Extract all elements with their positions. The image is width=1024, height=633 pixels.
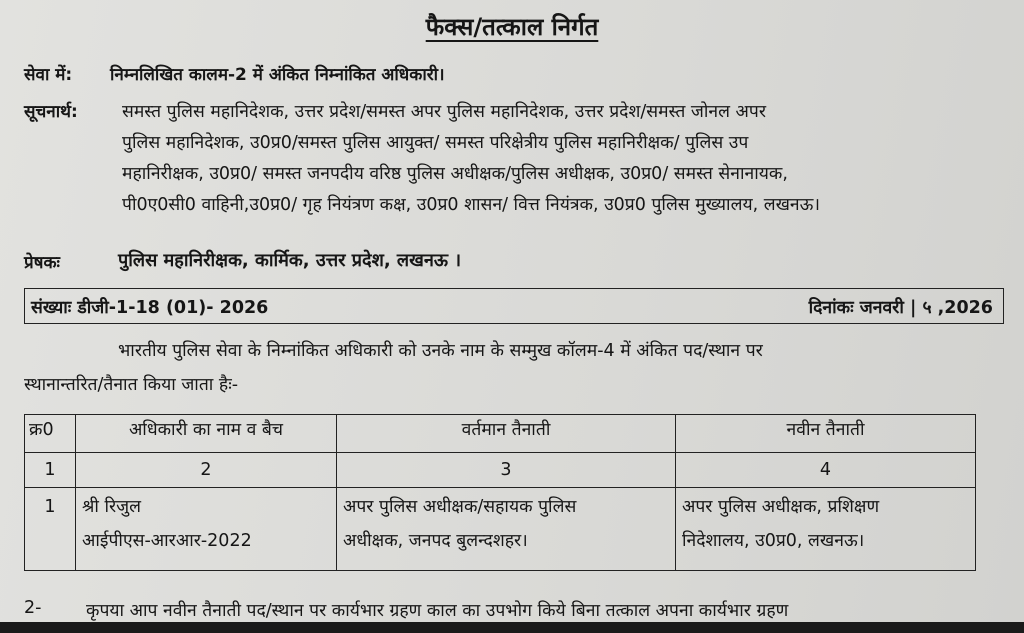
suchanarth-line: समस्त पुलिस महानिदेशक, उत्तर प्रदेश/समस्त अपर पुलिस महानिदेशक, उत्तर प्रदेश/समस्त जोनल अपर [122,102,767,122]
seva-text: निम्नलिखित कालम-2 में अंकित निम्नांकित अधिकारी। [110,65,445,85]
suchanarth-label: सूचनार्थ: [24,102,78,122]
column-number: 1 [25,453,76,488]
reference-number: संख्याः डीजी-1-18 (01)- 2026 [31,298,269,318]
reference-box [24,288,1004,324]
row-current-posting [337,488,676,571]
header-sno: क्र0 [25,415,76,453]
header-new-posting: नवीन तैनाती [676,415,976,453]
column-number: 2 [76,453,337,488]
new-posting-line: निदेशालय, उ0प्र0, लखनऊ। [682,531,865,551]
column-number-row [25,453,976,488]
officer-name: श्री रिजुल [82,497,142,517]
suchanarth-line: महानिरीक्षक, उ0प्र0/ समस्त जनपदीय वरिष्ठ पुलिस अधीक्षक/पुलिस अधीक्षक, उ0प्र0/ समस्त सेनानायक, [122,164,788,184]
header-current-posting: वर्तमान तैनाती [337,415,676,453]
row-new-posting [676,488,976,571]
row-sno: 1 [25,488,76,571]
para2-number: 2- [24,598,42,618]
column-number: 3 [337,453,676,488]
column-number: 4 [676,453,976,488]
officer-batch: आईपीएस-आरआर-2022 [82,531,252,551]
header-name: अधिकारी का नाम व बैच [76,415,337,453]
suchanarth-line: पी0ए0सी0 वाहिनी,उ0प्र0/ गृह नियंत्रण कक्ष, उ0प्र0 शासन/ वित्त नियंत्रक, उ0प्र0 पुलिस मुख्यालय, लखनऊ। [122,195,820,215]
body-line: स्थानान्तरित/तैनात किया जाता हैः- [24,375,239,395]
current-posting-line: अपर पुलिस अधीक्षक/सहायक पुलिस [343,497,577,517]
current-posting-line: अधीक्षक, जनपद बुलन्दशहर। [343,531,528,551]
scan-bottom-edge [0,622,1024,633]
body-line: भारतीय पुलिस सेवा के निम्नांकित अधिकारी को उनके नाम के सम्मुख कॉलम-4 में अंकित पद/स्थान पर [118,341,763,361]
preshak-text: पुलिस महानिरीक्षक, कार्मिक, उत्तर प्रदेश, लखनऊ । [118,250,462,271]
document-title: फैक्स/तत्काल निर्गत [425,13,599,41]
suchanarth-line: पुलिस महानिदेशक, उ0प्र0/समस्त पुलिस आयुक्त/ समस्त परिक्षेत्रीय पुलिस महानिरीक्षक/ पुलिस उप [122,133,749,153]
preshak-label: प्रेषकः [24,253,60,273]
reference-date: दिनांकः जनवरी | ५ ,2026 [808,298,993,318]
seva-label: सेवा में: [24,65,73,85]
table-header-row [25,415,976,453]
para2-text: कृपया आप नवीन तैनाती पद/स्थान पर कार्यभार ग्रहण काल का उपभोग किये बिना तत्काल अपना कार्यभार ग्रहण [86,601,789,621]
new-posting-line: अपर पुलिस अधीक्षक, प्रशिक्षण [682,497,880,517]
row-officer [76,488,337,571]
table-row [25,488,976,571]
posting-table [24,414,976,571]
